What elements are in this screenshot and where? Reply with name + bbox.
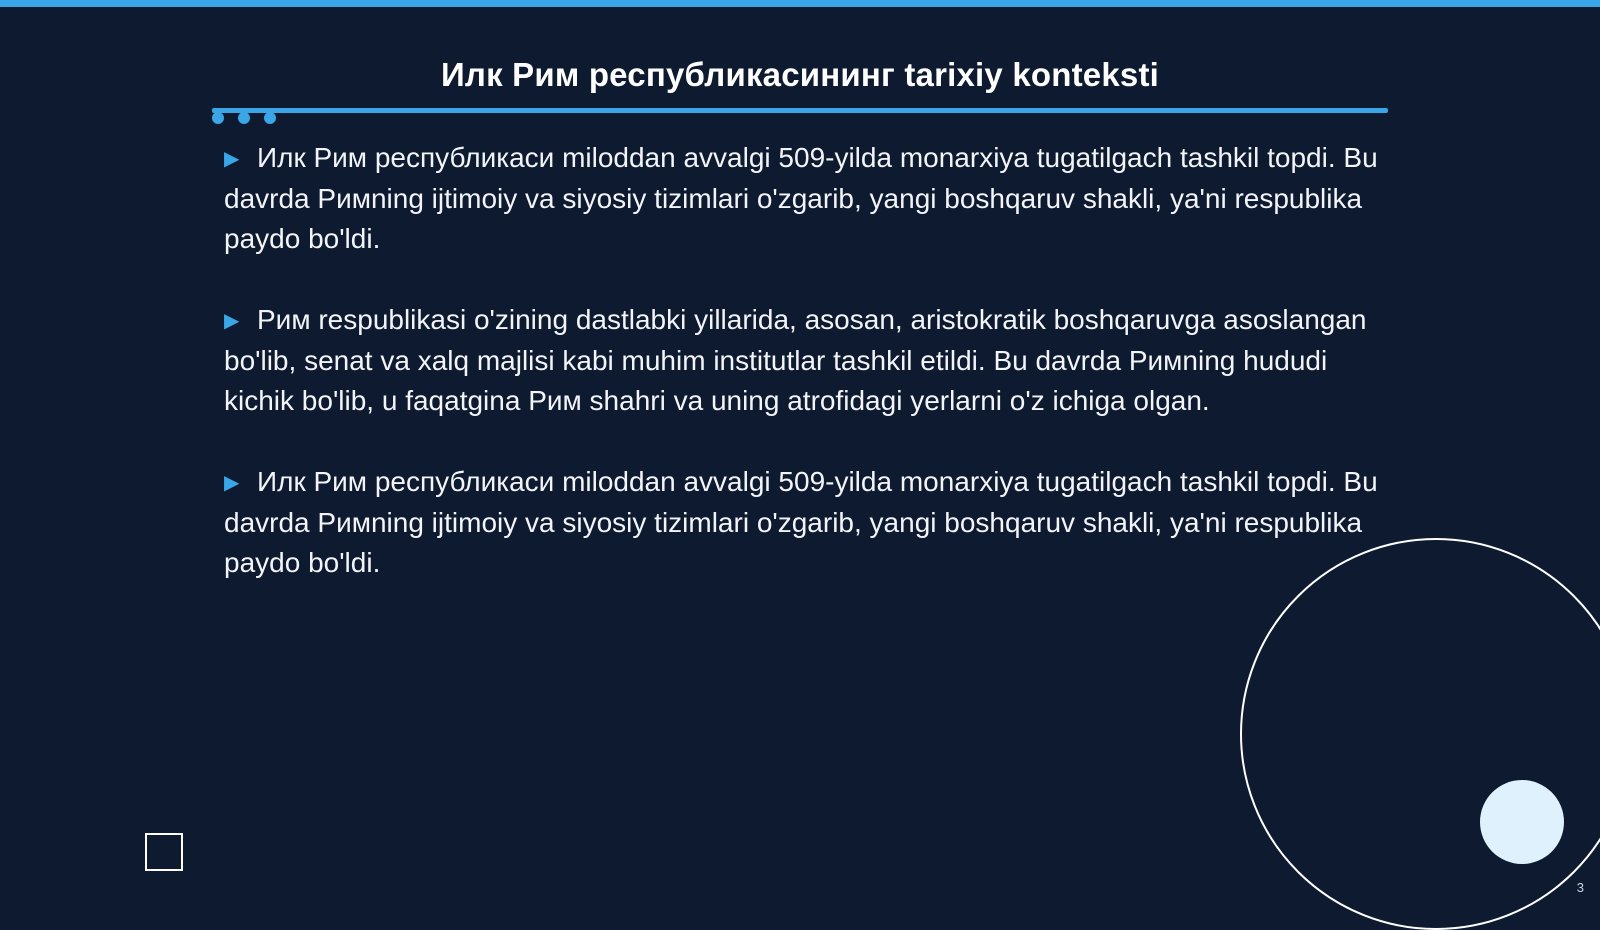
bullet-text: Рим respublikasi o'zining dastlabki yillarida, asosan, aristokratik boshqaruvga asoslangan bo'lib, senat va xalq majlisi kabi muhim institutlar tashkil etildi. Bu davrda Римning hududi kichik bo'lib, u faqatgina Рим shahri va uning atrofidagi yerlarni o'z ichiga olgan. [224, 304, 1367, 416]
decorative-dot [264, 112, 276, 124]
decorative-square [145, 833, 183, 871]
decorative-dot [238, 112, 250, 124]
title-underline [212, 108, 1388, 113]
slide-content [224, 138, 1394, 624]
decorative-dot [212, 112, 224, 124]
bullet-item [224, 462, 1394, 583]
bullet-text: Илк Рим республикаси miloddan avvalgi 509-yilda monarxiya tugatilgach tashkil topdi. Bu davrda Римning ijtimoiy va siyosiy tizimlari o'zgarib, yangi boshqaruv shakli, ya'ni respublika paydo bo'ldi. [224, 466, 1378, 578]
page-number: 3 [1576, 880, 1584, 895]
bullet-text: Илк Рим республикаси miloddan avvalgi 509-yilda monarxiya tugatilgach tashkil topdi. Bu davrda Римning ijtimoiy va siyosiy tizimlari o'zgarib, yangi boshqaruv shakli, ya'ni respublika paydo bo'ldi. [224, 142, 1378, 254]
triangle-right-icon: ▶ [224, 472, 240, 494]
triangle-right-icon: ▶ [224, 148, 240, 170]
top-accent-bar [0, 0, 1600, 7]
decorative-filled-circle [1480, 780, 1564, 864]
bullet-item [224, 300, 1394, 421]
slide-title: Илк Рим республикасининг tarixiy konteksti [440, 56, 1159, 93]
triangle-right-icon: ▶ [224, 310, 240, 332]
bullet-item [224, 138, 1394, 259]
